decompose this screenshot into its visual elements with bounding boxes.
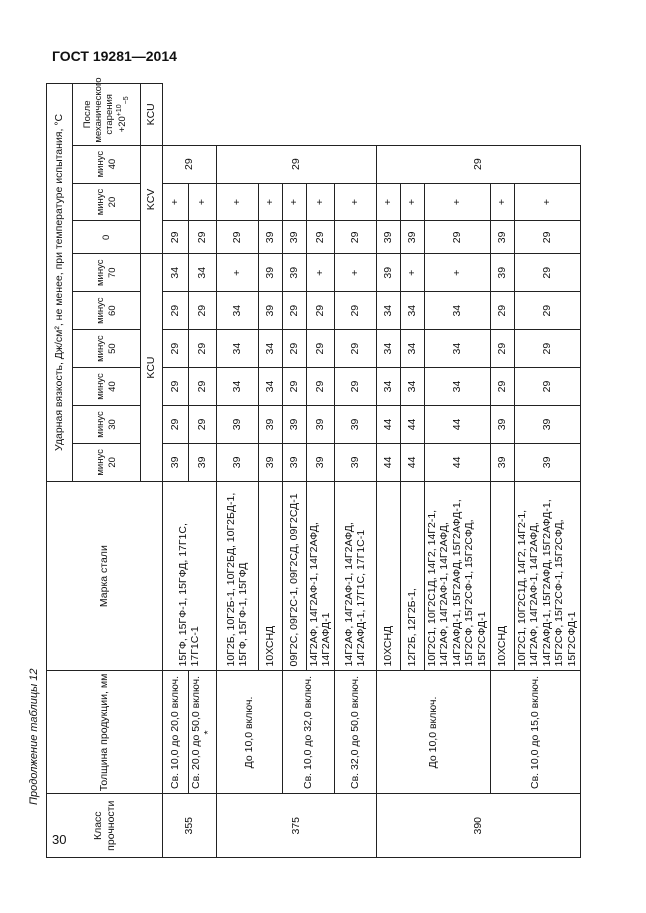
value-cell: 34 <box>400 292 424 330</box>
brand-cell: 12Г2Б, 12Г2Б-1, <box>400 481 424 671</box>
aging-cell: 29 <box>216 145 376 183</box>
value-cell: 29 <box>334 330 376 368</box>
value-cell: + <box>424 254 490 292</box>
value-cell: 29 <box>189 368 217 406</box>
value-cell: 39 <box>258 443 282 481</box>
value-cell: + <box>334 254 376 292</box>
impact-table <box>46 77 581 858</box>
thickness-cell: Св. 32,0 до 50,0 включ. <box>334 671 376 794</box>
value-cell: 39 <box>514 405 580 443</box>
value-cell: 29 <box>306 292 334 330</box>
value-cell: 39 <box>189 443 217 481</box>
value-cell: 34 <box>376 330 400 368</box>
class-cell: 390 <box>376 794 580 858</box>
value-cell: 39 <box>376 221 400 254</box>
kcu-label-aging: KCU <box>141 84 163 146</box>
value-cell: 34 <box>424 330 490 368</box>
value-cell: 34 <box>400 330 424 368</box>
brand-cell: 10ХСНД <box>490 481 514 671</box>
value-cell: 29 <box>282 368 306 406</box>
value-cell: + <box>514 183 580 221</box>
value-cell: 29 <box>163 368 189 406</box>
value-cell: 29 <box>163 330 189 368</box>
value-cell: 44 <box>400 405 424 443</box>
value-cell: 29 <box>514 368 580 406</box>
header-thickness: Толщина продукции, мм <box>47 671 163 794</box>
value-cell: + <box>216 183 258 221</box>
value-cell: 29 <box>189 292 217 330</box>
temp-kcu-4: минус 50 <box>73 330 141 368</box>
value-cell: 39 <box>334 443 376 481</box>
value-cell: 34 <box>216 368 258 406</box>
value-cell: 29 <box>334 292 376 330</box>
continuation-label: Продолжение таблицы 12 <box>28 668 40 805</box>
document-title: ГОСТ 19281—2014 <box>52 48 177 64</box>
value-cell: + <box>400 254 424 292</box>
value-cell: + <box>376 183 400 221</box>
value-cell: 34 <box>216 292 258 330</box>
thickness-cell: Св. 10,0 до 32,0 включ. <box>282 671 334 794</box>
value-cell: 39 <box>258 254 282 292</box>
brand-cell: 10Г2С1, 10Г2С1Д, 14Г2, 14Г2-1, 14Г2АФ, 14Г2АФ-1, 14Г2АФД, 14Г2АФД-1, 15Г2АФД, 15Г2АФД-1, 15Г2СФ, 15Г2СФ-1, 15Г2СФД, 15Г2СФД-1 <box>514 481 580 671</box>
value-cell: + <box>258 183 282 221</box>
value-cell: + <box>306 254 334 292</box>
value-cell: 39 <box>258 405 282 443</box>
value-cell: 29 <box>189 221 217 254</box>
value-cell: 39 <box>490 254 514 292</box>
value-cell: 29 <box>189 405 217 443</box>
value-cell: 29 <box>306 368 334 406</box>
value-cell: 29 <box>189 330 217 368</box>
brand-cell: 10Г2С1, 10Г2С1Д, 14Г2, 14Г2-1, 14Г2АФ, 14Г2АФ-1, 14Г2АФД, 14Г2АФД-1, 15Г2АФД, 15Г2АФД-1, 15Г2СФ, 15Г2СФ-1, 15Г2СФД, 15Г2СФД-1 <box>424 481 490 671</box>
temp-kcu-6: минус 70 <box>73 254 141 292</box>
value-cell: 29 <box>334 221 376 254</box>
value-cell: 39 <box>282 221 306 254</box>
value-cell: 29 <box>282 330 306 368</box>
value-cell: + <box>282 183 306 221</box>
value-cell: 29 <box>490 368 514 406</box>
value-cell: 39 <box>258 292 282 330</box>
table-row <box>216 84 258 858</box>
temp-kcv-2: минус 20 <box>73 183 141 221</box>
value-cell: 29 <box>424 221 490 254</box>
value-cell: + <box>400 183 424 221</box>
aging-cell: 29 <box>163 145 217 183</box>
value-cell: 39 <box>490 405 514 443</box>
value-cell: 29 <box>514 330 580 368</box>
value-cell: 44 <box>376 405 400 443</box>
value-cell: 39 <box>490 443 514 481</box>
value-cell: 29 <box>514 292 580 330</box>
value-cell: 29 <box>163 405 189 443</box>
table-row <box>490 84 514 858</box>
brand-cell: 10ХСНД <box>376 481 400 671</box>
value-cell: + <box>189 183 217 221</box>
value-cell: 44 <box>376 443 400 481</box>
value-cell: 34 <box>424 292 490 330</box>
value-cell: 29 <box>490 292 514 330</box>
value-cell: 29 <box>163 292 189 330</box>
value-cell: 39 <box>282 405 306 443</box>
value-cell: 34 <box>163 254 189 292</box>
table-row <box>376 84 400 858</box>
thickness-cell: Св. 10,0 до 20,0 включ. <box>163 671 189 794</box>
value-cell: 34 <box>424 368 490 406</box>
aging-cell: 29 <box>376 145 580 183</box>
temp-kcu-3: минус 40 <box>73 368 141 406</box>
header-impact: Ударная вязкость, Дж/см², не менее, при температуре испытания, °С <box>47 84 73 482</box>
kcu-label: KCU <box>141 254 163 482</box>
brand-cell: 14Г2АФ, 14Г2АФ-1, 14Г2АФД, 14Г2АФД-1 <box>306 481 334 671</box>
table-row <box>163 84 189 858</box>
thickness-cell: Св. 10,0 до 15,0 включ. <box>490 671 580 794</box>
value-cell: 34 <box>258 330 282 368</box>
value-cell: 44 <box>424 443 490 481</box>
kcv-label: KCV <box>141 145 163 254</box>
header-after-aging: После механического старения $+20^{+10}_{-5}$ <box>73 84 141 146</box>
value-cell: 39 <box>216 443 258 481</box>
temp-kcu-2: минус 30 <box>73 405 141 443</box>
value-cell: 39 <box>282 443 306 481</box>
value-cell: 39 <box>216 405 258 443</box>
class-cell: 355 <box>163 794 217 858</box>
value-cell: 44 <box>424 405 490 443</box>
brand-cell: 10Г2Б, 10Г2Б-1, 10Г2БД, 10Г2БД-1, 15ГФ, 15ГФ-1, 15ГФД <box>216 481 258 671</box>
value-cell: 34 <box>376 368 400 406</box>
table-row <box>189 84 217 858</box>
value-cell: 39 <box>490 221 514 254</box>
class-cell: 375 <box>216 794 376 858</box>
thickness-cell: До 10,0 включ. <box>376 671 490 794</box>
header-class: Класс прочности <box>47 794 163 858</box>
value-cell: 29 <box>282 292 306 330</box>
value-cell: + <box>216 254 258 292</box>
value-cell: 39 <box>400 221 424 254</box>
value-cell: 39 <box>514 443 580 481</box>
value-cell: 34 <box>400 368 424 406</box>
value-cell: + <box>163 183 189 221</box>
value-cell: 29 <box>514 221 580 254</box>
brand-cell: 15ГФ, 15ГФ-1, 15ГФД, 17Г1С, 17Г1С-1 <box>163 481 217 671</box>
temp-kcv-1: 0 <box>73 221 141 254</box>
temp-kcu-5: минус 60 <box>73 292 141 330</box>
value-cell: 39 <box>258 221 282 254</box>
header-brand: Марка стали <box>47 481 163 671</box>
brand-cell: 14Г2АФ, 14Г2АФ-1, 14Г2АФД, 14Г2АФД-1, 17Г1С, 17Г1С-1 <box>334 481 376 671</box>
value-cell: 39 <box>376 254 400 292</box>
rotated-table-container <box>46 77 616 858</box>
value-cell: 29 <box>514 254 580 292</box>
table-row <box>334 84 376 858</box>
value-cell: 34 <box>258 368 282 406</box>
value-cell: 34 <box>376 292 400 330</box>
value-cell: + <box>334 183 376 221</box>
page-number: 30 <box>52 832 67 847</box>
table-row <box>282 84 306 858</box>
value-cell: 29 <box>490 330 514 368</box>
value-cell: 44 <box>400 443 424 481</box>
temp-kcv-3: минус 40 <box>73 145 141 183</box>
value-cell: + <box>424 183 490 221</box>
value-cell: 29 <box>334 368 376 406</box>
value-cell: 39 <box>282 254 306 292</box>
brand-cell: 10ХСНД <box>258 481 282 671</box>
value-cell: 39 <box>163 443 189 481</box>
temp-kcu-1: минус 20 <box>73 443 141 481</box>
brand-cell: 09Г2С, 09Г2С-1, 09Г2СД, 09Г2СД-1 <box>282 481 306 671</box>
value-cell: + <box>306 183 334 221</box>
value-cell: 34 <box>189 254 217 292</box>
value-cell: 39 <box>306 443 334 481</box>
value-cell: 39 <box>306 405 334 443</box>
value-cell: + <box>490 183 514 221</box>
value-cell: 29 <box>163 221 189 254</box>
value-cell: 29 <box>306 221 334 254</box>
value-cell: 29 <box>216 221 258 254</box>
thickness-cell: Св. 20,0 до 50,0 включ. * <box>189 671 217 794</box>
thickness-cell: До 10,0 включ. <box>216 671 282 794</box>
value-cell: 39 <box>334 405 376 443</box>
value-cell: 34 <box>216 330 258 368</box>
value-cell: 29 <box>306 330 334 368</box>
